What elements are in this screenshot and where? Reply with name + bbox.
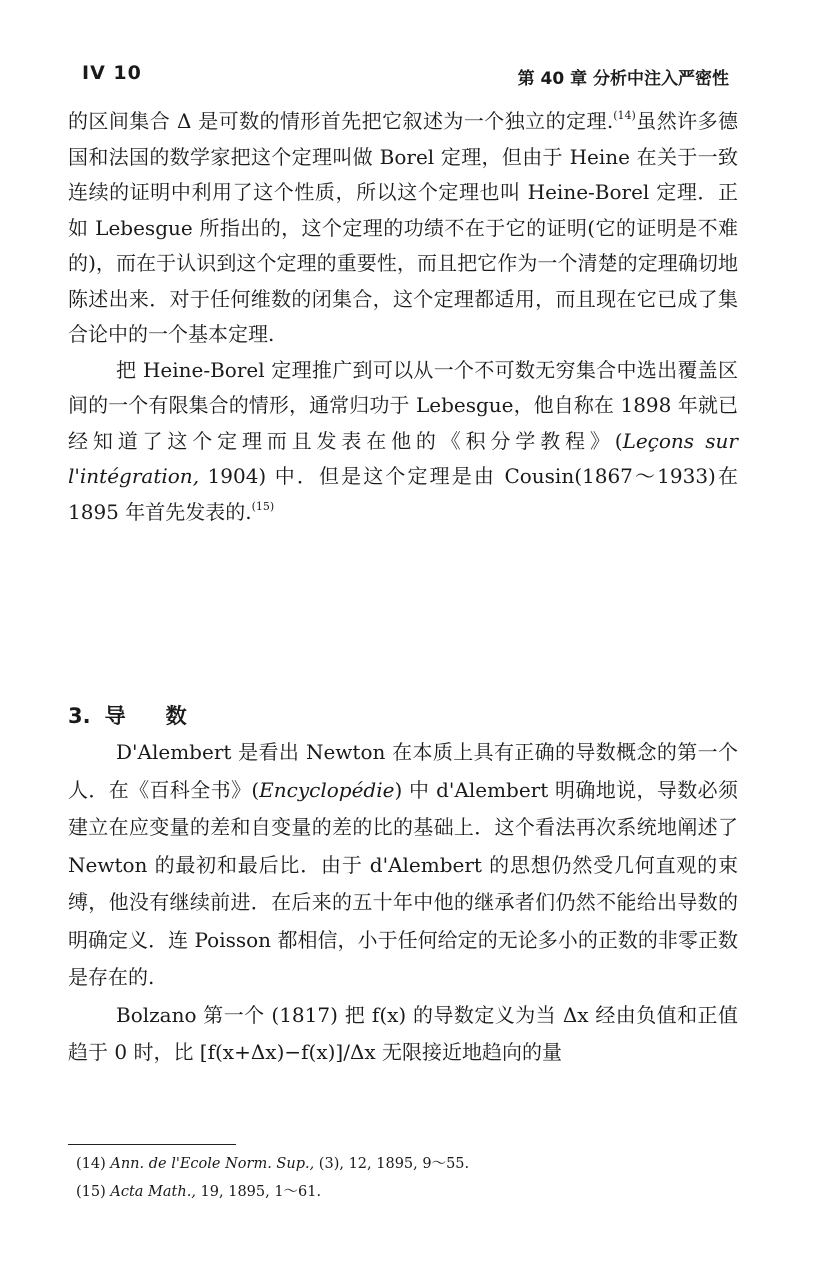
page-header [82, 62, 729, 92]
footnote-14-journal: Ann. de l'Ecole Norm. Sup., [110, 1156, 315, 1172]
paragraph-2-text-b: 1904) 中．但是这个定理是由 Cousin(1867～1933)在 1895 年首先发表的. [68, 464, 738, 524]
footnote-15 [76, 1178, 469, 1206]
paragraph-2-text-a: 把 Heine-Borel 定理推广到可以从一个不可数无穷集合中选出覆盖区间的一个有限集合的情形，通常归功于 Lebesgue，他自称在 1898 年就已经知道了这个定理而且发表在他的《积分学教程》( [68, 357, 738, 453]
paragraph-2 [68, 353, 738, 531]
footnote-rule [68, 1144, 236, 1145]
paragraph-1 [68, 104, 738, 353]
paragraph-3 [68, 734, 738, 997]
footnotes [76, 1150, 469, 1206]
paragraph-4-text: Bolzano 第一个 (1817) 把 f(x) 的导数定义为当 Δx 经由负值和正值趋于 0 时，比 [f(x+Δx)−f(x)]/Δx 无限接近地趋向的量 [68, 1002, 738, 1064]
footnote-ref-15: (15) [251, 499, 275, 513]
main-text-block [68, 104, 738, 530]
page-number: IV 10 [82, 62, 142, 84]
paragraph-1-text: 的区间集合 Δ 是可数的情形首先把它叙述为一个独立的定理. [68, 109, 614, 133]
chapter-title: 第 40 章 分析中注入严密性 [517, 69, 729, 89]
section-title-char-1: 导 [104, 704, 126, 728]
section-title-char-2: 数 [165, 704, 187, 728]
footnote-ref-14: (14) [613, 109, 636, 122]
section-heading [68, 700, 187, 730]
paragraph-1-continued: 虽然许多德国和法国的数学家把这个定理叫做 Borel 定理，但由于 Heine 在关于一致连续的证明中利用了这个性质，所以这个定理也叫 Heine-Borel 定理．正如 Lebesgue 所指出的，这个定理的功绩不在于它的证明(它的证明是不难的)，而在于认识到这个定理的重要性，而且把它作为一个清楚的定理确切地陈述出来．对于任何维数的闭集合，这个定理都适用，而且现在它已成了集合论中的一个基本定理. [68, 109, 739, 346]
paragraph-3-text-a: D'Alembert 是看出 Newton 在本质上具有正确的导数概念的第一个人．在《百科全书》( [68, 740, 738, 802]
footnote-14 [76, 1150, 469, 1178]
footnote-15-number: (15) [76, 1184, 106, 1200]
paragraph-4 [68, 997, 738, 1072]
footnote-15-citation: 19, 1895, 1～61. [195, 1184, 322, 1200]
section-number: 3. [68, 704, 91, 728]
book-title-encyclopedie: Encyclopédie [259, 777, 395, 802]
paragraph-3-text-b: ) 中 d'Alembert 明确地说，导数必须建立在应变量的差和自变量的差的比的基础上．这个看法再次系统地阐述了 Newton 的最初和最后比．由于 d'Alembert 的思想仍然受几何直观的束缚，他没有继续前进．在后来的五十年中他的继承者们仍然不能给出导数的明确定义．连 Poisson 都相信，小于任何给定的无论多小的正数的非零正数是存在的. [68, 777, 738, 989]
footnote-14-number: (14) [76, 1156, 106, 1172]
footnote-15-journal: Acta Math., [110, 1184, 196, 1200]
book-title-lecons: Leçons sur l'intégration, [68, 428, 738, 488]
section-text-block [68, 734, 738, 1072]
footnote-14-citation: (3), 12, 1895, 9～55. [314, 1156, 470, 1172]
